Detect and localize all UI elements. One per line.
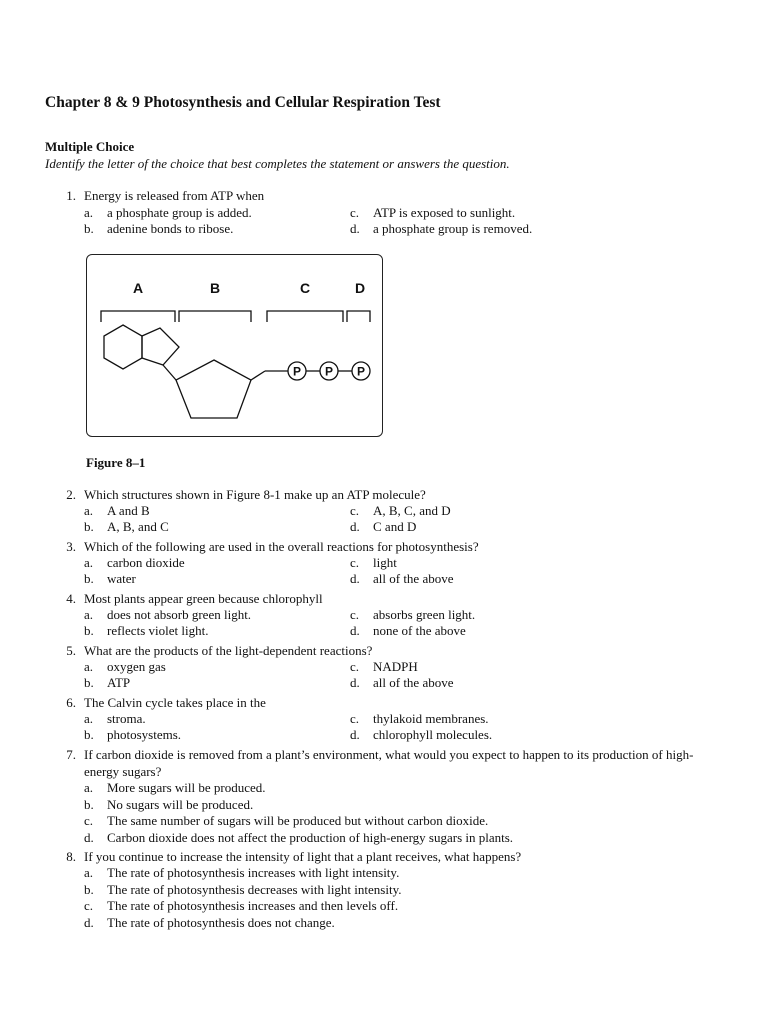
- question-text: Which structures shown in Figure 8-1 make up an ATP molecule?: [84, 487, 426, 502]
- atp-diagram: [86, 254, 383, 437]
- label-d: D: [354, 280, 366, 296]
- test-page: Chapter 8 & 9 Photosynthesis and Cellular Respiration Test Multiple Choice Identify the letter of the choice that best completes the statement or answers the question. 1. Energy is released from ATP when a. a phosphate group is added. b. adenine bonds to ribose. c. ATP is exposed to sunlight. d. a phosphate group is removed. A B C D P P P Figure 8–1 2. Which structures shown in Figure 8-1 make up an ATP molecule? a. A and B b. A, B, and C c. A, B, C, and D d. C and D 3. Which of the following are used in the overall reactions for photosynthesis? a. carbon dioxide b. water c. light d. all of the above 4. Most plants appear green because chlorophyll a. does not absorb green light. b. reflects violet light. c. absorbs green light. d. none of the above 5. What are the products of the light-dependent reactions? a. oxygen gas b. ATP c. NADPH d. all of the above 6. The Calvin cycle takes place in the a. stroma. b. photosystems. c. thylakoid membranes. d. chlorophyll molecules. 7. If carbon dioxide is removed from a plant’s environment, what would you expect to happen to its production of high-energy sugars? a. More sugars will be produced. b. No sugars will be produced. c. The same number of sugars will be produced but without carbon dioxide. d. Carbon dioxide does not affect the production of high-energy sugars in plants. 8. If you continue to increase the intensity of light that a plant receives, what happens? a. The rate of photosynthesis increases with light intensity. b. The rate of photosynthesis decreases with light intensity. c. The rate of photosynthesis increases and then levels off. d. The rate of photosynthesis does not change.: [0, 0, 768, 1024]
- svg-text:P: P: [324, 364, 334, 379]
- instructions: Identify the letter of the choice that best completes the statement or answers the question.: [45, 156, 510, 171]
- label-a: A: [132, 280, 144, 296]
- question-text: The Calvin cycle takes place in the: [84, 695, 266, 710]
- bracket-c: [267, 311, 343, 322]
- question-number: 6.: [66, 695, 76, 710]
- question-text: Most plants appear green because chlorophyll: [84, 591, 323, 606]
- svg-text:P: P: [292, 364, 302, 379]
- question-number: 1.: [66, 188, 76, 203]
- svg-text:P: P: [356, 364, 366, 379]
- question-number: 4.: [66, 591, 76, 606]
- adenine-hexagon: [104, 325, 142, 369]
- question-text: If you continue to increase the intensity of light that a plant receives, what happens?: [84, 849, 522, 864]
- label-b: B: [209, 280, 221, 296]
- bracket-d: [347, 311, 370, 322]
- question-text: Which of the following are used in the overall reactions for photosynthesis?: [84, 539, 479, 554]
- question-number: 5.: [66, 643, 76, 658]
- question-number: 7.: [66, 747, 76, 762]
- question-number: 2.: [66, 487, 76, 502]
- adenine-pentagon: [142, 328, 179, 365]
- question-number: 8.: [66, 849, 76, 864]
- section-heading: Multiple Choice: [45, 139, 135, 154]
- question-text: Energy is released from ATP when: [84, 188, 265, 203]
- bracket-a: [101, 311, 175, 322]
- page-title: Chapter 8 & 9 Photosynthesis and Cellular Respiration Test: [45, 94, 441, 111]
- question-text: If carbon dioxide is removed from a plant’s environment, what would you expect to happen to its production of high-energy sugars?: [84, 747, 694, 779]
- ribose-pentagon: [176, 360, 251, 418]
- bracket-b: [179, 311, 251, 322]
- question-text: What are the products of the light-dependent reactions?: [84, 643, 373, 658]
- label-c: C: [299, 280, 311, 296]
- figure-caption: Figure 8–1: [86, 455, 146, 470]
- question-number: 3.: [66, 539, 76, 554]
